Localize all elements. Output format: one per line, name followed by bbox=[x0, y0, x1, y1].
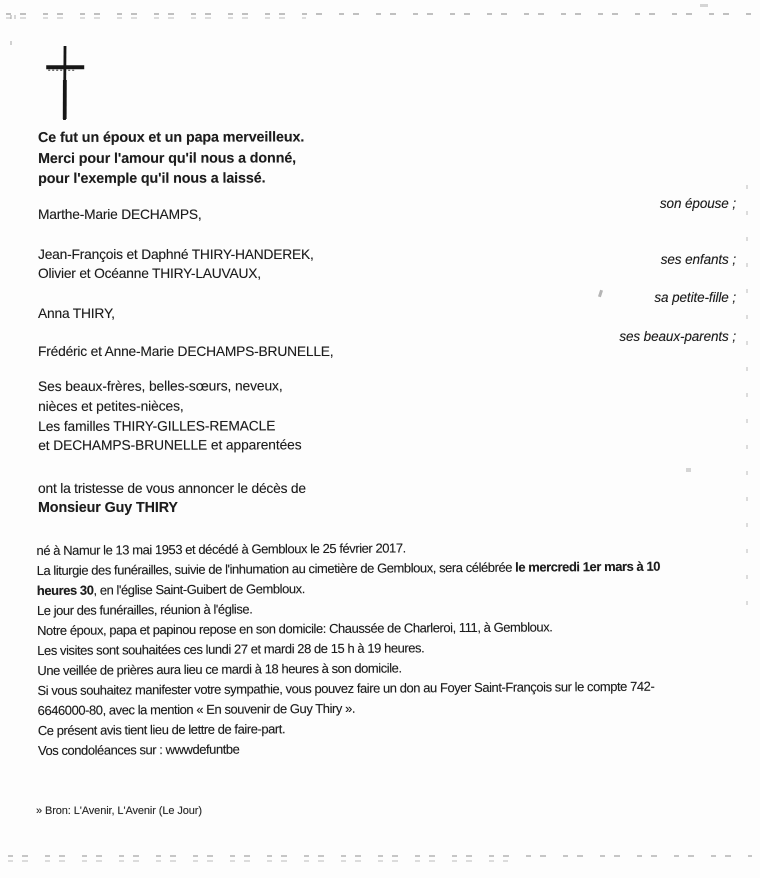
mourner-name: Frédéric et Anne-Marie DECHAMPS-BRUNELLE, bbox=[38, 344, 334, 359]
epitaph bbox=[38, 127, 304, 189]
scan-noise bbox=[700, 4, 708, 7]
body-line bbox=[38, 737, 661, 761]
family-line: Les familles THIRY-GILLES-REMACLE bbox=[38, 417, 276, 434]
mourner-name: Jean-François et Daphné THIRY-HANDEREK, bbox=[38, 247, 314, 262]
body-text: Le jour des funérailles, réunion à l'église. bbox=[36, 601, 253, 619]
scan-noise bbox=[746, 185, 748, 615]
epitaph-line: Merci pour l'amour qu'il nous a donné, bbox=[38, 149, 297, 167]
scan-noise bbox=[598, 290, 603, 298]
body-text: La liturgie des funérailles, suivie de l'inhumation au cimetière de Gembloux, sera célébrée bbox=[36, 559, 516, 579]
epitaph-line: Ce fut un époux et un papa merveilleux. bbox=[38, 129, 305, 146]
family-line: et DECHAMPS-BRUNELLE et apparentées bbox=[38, 437, 302, 454]
body-text: Si vous souhaitez manifester votre sympathie, vous pouvez faire un don au Foyer Saint-François sur le compte 742- bbox=[37, 678, 655, 699]
body-text: Une veillée de prières aura lieu ce mardi à 18 heures à son domicile. bbox=[37, 660, 402, 679]
scan-noise bbox=[10, 15, 12, 49]
mourner-role: ses beaux-parents ; bbox=[619, 329, 736, 344]
body-text: Les visites sont souhaitées ces lundi 27 et mardi 28 de 15 h à 19 heures. bbox=[37, 640, 425, 659]
body-text-bold: le mercredi 1er mars à 10 bbox=[515, 558, 661, 575]
mourner-role: son épouse ; bbox=[659, 196, 736, 211]
scan-noise bbox=[8, 860, 508, 862]
body-text: 6646000-80, avec la mention « En souvenir de Guy Thiry ». bbox=[37, 700, 356, 719]
mourner-name: Marthe-Marie DECHAMPS, bbox=[38, 207, 202, 222]
body-text: , en l'église Saint-Guibert de Gembloux. bbox=[93, 581, 305, 598]
body-text: né à Namur le 13 mai 1953 et décédé à Gembloux le 25 février 2017. bbox=[36, 540, 406, 559]
memorial-cross-icon bbox=[43, 38, 88, 129]
family-block bbox=[38, 376, 302, 456]
mourner-name: Olivier et Océanne THIRY-LAUVAUX, bbox=[38, 266, 261, 281]
deceased-name: Monsieur Guy THIRY bbox=[38, 500, 178, 516]
scan-noise bbox=[686, 468, 691, 472]
scan-noise bbox=[14, 15, 16, 27]
body-text: Notre époux, papa et papinou repose en son domicile: Chaussée de Charleroi, 111, à Gembloux. bbox=[37, 619, 553, 639]
mourner-names bbox=[38, 245, 314, 283]
family-line: nièces et petites-nièces, bbox=[38, 398, 184, 414]
source-line: » Bron: L'Avenir, L'Avenir (Le Jour) bbox=[36, 805, 202, 817]
mourner-role: ses enfants ; bbox=[660, 252, 736, 267]
body-text-bold: heures 30 bbox=[36, 582, 94, 599]
mourner-name: Anna THIRY, bbox=[38, 306, 115, 321]
scan-noise bbox=[6, 13, 754, 15]
announcement-line: ont la tristesse de vous annoncer le décès de bbox=[38, 481, 306, 496]
epitaph-line: pour l'exemple qu'il nous a laissé. bbox=[38, 170, 266, 187]
body-text: Vos condoléances sur : wwwdefuntbe bbox=[37, 741, 240, 759]
scan-noise bbox=[6, 17, 306, 19]
obituary-body bbox=[36, 537, 661, 761]
body-text: Ce présent avis tient lieu de lettre de faire-part. bbox=[37, 721, 286, 739]
mourner-role: sa petite-fille ; bbox=[654, 290, 736, 305]
family-line: Ses beaux-frères, belles-sœurs, neveux, bbox=[38, 378, 283, 394]
scan-noise bbox=[8, 855, 752, 857]
